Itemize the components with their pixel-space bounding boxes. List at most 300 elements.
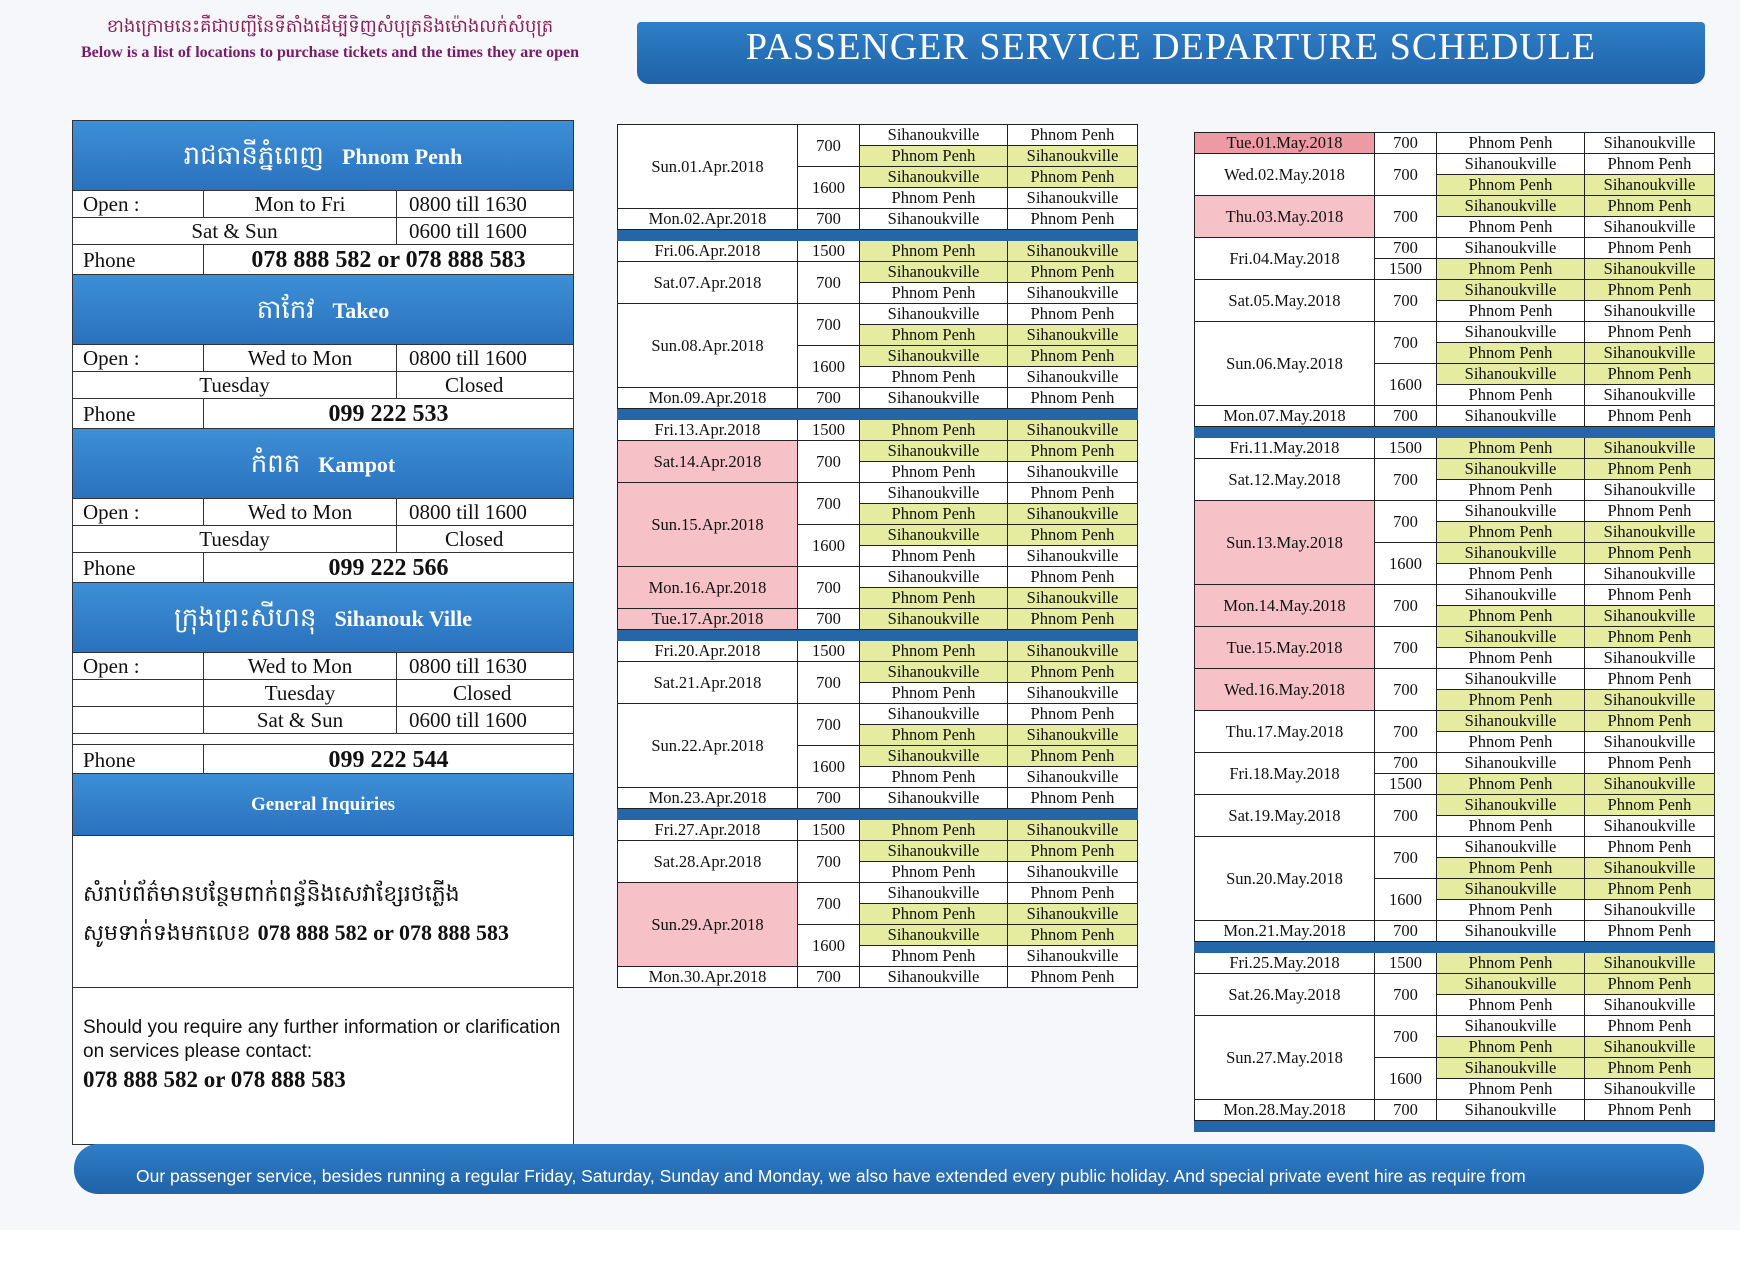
schedule-row [618, 262, 1138, 283]
open-days: Wed to Mon [204, 653, 397, 679]
origin-station: Phnom Penh [860, 504, 1008, 525]
destination-station: Sihanoukville [1008, 546, 1138, 567]
destination-station: Sihanoukville [1585, 1037, 1715, 1058]
origin-station: Phnom Penh [1437, 480, 1585, 501]
blank-cell [73, 680, 204, 706]
departure-time: 700 [798, 662, 860, 704]
departure-time: 700 [1375, 406, 1437, 427]
departure-date: Mon.14.May.2018 [1195, 585, 1375, 627]
schedule-row [1195, 1016, 1715, 1037]
destination-station: Phnom Penh [1008, 441, 1138, 462]
destination-station: Phnom Penh [1585, 974, 1715, 995]
origin-station: Sihanoukville [860, 567, 1008, 588]
destination-station: Sihanoukville [1008, 504, 1138, 525]
destination-station: Sihanoukville [1585, 522, 1715, 543]
week-separator [1195, 427, 1715, 438]
office-header-takeo [73, 275, 573, 345]
departure-date: Sun.01.Apr.2018 [618, 125, 798, 209]
origin-station: Phnom Penh [1437, 564, 1585, 585]
open-days: Wed to Mon [204, 499, 397, 525]
departure-date: Tue.15.May.2018 [1195, 627, 1375, 669]
destination-station: Phnom Penh [1008, 788, 1138, 809]
inquiry-phone: 078 888 582 or 078 888 583 [83, 1067, 346, 1092]
schedule-row [618, 662, 1138, 683]
schedule-row [618, 704, 1138, 725]
destination-station: Phnom Penh [1585, 238, 1715, 259]
phone-label: Phone [73, 399, 204, 428]
departure-time: 1600 [798, 525, 860, 567]
departure-time: 1600 [798, 925, 860, 967]
departure-date: Sat.14.Apr.2018 [618, 441, 798, 483]
destination-station: Sihanoukville [1585, 1079, 1715, 1100]
departure-time: 700 [1375, 921, 1437, 942]
origin-station: Phnom Penh [860, 641, 1008, 662]
departure-time: 700 [1375, 711, 1437, 753]
office-hours-row [73, 372, 573, 399]
origin-station: Sihanoukville [1437, 280, 1585, 301]
departure-date: Sat.07.Apr.2018 [618, 262, 798, 304]
destination-station: Phnom Penh [1585, 879, 1715, 900]
origin-station: Phnom Penh [860, 725, 1008, 746]
open-days: Tuesday [73, 526, 397, 552]
destination-station: Sihanoukville [1585, 690, 1715, 711]
departure-date: Fri.13.Apr.2018 [618, 420, 798, 441]
departure-time: 700 [1375, 501, 1437, 543]
departure-date: Fri.27.Apr.2018 [618, 820, 798, 841]
origin-station: Sihanoukville [860, 967, 1008, 988]
schedule-row [618, 841, 1138, 862]
departure-date: Sun.27.May.2018 [1195, 1016, 1375, 1100]
open-hours: Closed [445, 373, 504, 397]
departure-date: Sun.15.Apr.2018 [618, 483, 798, 567]
departure-time: 1600 [1375, 543, 1437, 585]
origin-station: Phnom Penh [860, 862, 1008, 883]
destination-station: Phnom Penh [1008, 967, 1138, 988]
origin-station: Phnom Penh [1437, 1079, 1585, 1100]
destination-station: Phnom Penh [1008, 125, 1138, 146]
schedule-row [1195, 974, 1715, 995]
open-hours: 0600 till 1600 [409, 708, 527, 732]
departure-date: Sat.19.May.2018 [1195, 795, 1375, 837]
destination-station: Phnom Penh [1008, 346, 1138, 367]
office-hours-row [73, 499, 573, 526]
origin-station: Phnom Penh [1437, 385, 1585, 406]
blank-cell [73, 707, 204, 733]
open-days: Wed to Mon [204, 345, 397, 371]
destination-station: Sihanoukville [1008, 862, 1138, 883]
departure-time: 700 [798, 304, 860, 346]
office-name: Kampot [318, 452, 396, 477]
destination-station: Phnom Penh [1585, 669, 1715, 690]
destination-station: Sihanoukville [1008, 325, 1138, 346]
origin-station: Phnom Penh [1437, 816, 1585, 837]
origin-station: Sihanoukville [1437, 322, 1585, 343]
office-hours-row [73, 191, 573, 218]
departure-time: 700 [1375, 459, 1437, 501]
schedule-row [618, 967, 1138, 988]
destination-station: Phnom Penh [1008, 304, 1138, 325]
departure-date: Sun.08.Apr.2018 [618, 304, 798, 388]
destination-station: Phnom Penh [1585, 837, 1715, 858]
departure-time: 700 [798, 967, 860, 988]
schedule-row [1195, 238, 1715, 259]
schedule-row [1195, 837, 1715, 858]
departure-time: 1600 [1375, 364, 1437, 406]
week-separator [1195, 942, 1715, 953]
origin-station: Phnom Penh [1437, 259, 1585, 280]
schedule-row [618, 567, 1138, 588]
departure-date: Thu.03.May.2018 [1195, 196, 1375, 238]
destination-station: Phnom Penh [1585, 280, 1715, 301]
departure-date: Mon.28.May.2018 [1195, 1100, 1375, 1121]
departure-time: 1500 [798, 641, 860, 662]
destination-station: Phnom Penh [1008, 525, 1138, 546]
week-separator [618, 630, 1138, 641]
schedule-row [1195, 669, 1715, 690]
schedule-row [618, 304, 1138, 325]
departure-date: Tue.17.Apr.2018 [618, 609, 798, 630]
origin-station: Sihanoukville [860, 125, 1008, 146]
departure-date: Sun.22.Apr.2018 [618, 704, 798, 788]
destination-station: Phnom Penh [1008, 262, 1138, 283]
departure-date: Sat.21.Apr.2018 [618, 662, 798, 704]
destination-station: Sihanoukville [1585, 301, 1715, 322]
schedule-row [1195, 711, 1715, 732]
origin-station: Sihanoukville [1437, 711, 1585, 732]
origin-station: Phnom Penh [1437, 133, 1585, 154]
schedule-row [1195, 585, 1715, 606]
departure-time: 1500 [798, 420, 860, 441]
destination-station: Sihanoukville [1008, 904, 1138, 925]
departure-date: Fri.18.May.2018 [1195, 753, 1375, 795]
open-hours: 0600 till 1600 [409, 219, 527, 243]
open-hours: 0800 till 1630 [409, 192, 527, 216]
departure-time: 700 [798, 262, 860, 304]
office-phone-row [73, 553, 573, 583]
schedule-row [1195, 133, 1715, 154]
office-hours-row [73, 653, 573, 680]
departure-date: Fri.11.May.2018 [1195, 438, 1375, 459]
destination-station: Phnom Penh [1585, 711, 1715, 732]
departure-time: 700 [1375, 1100, 1437, 1121]
open-hours: Closed [445, 527, 504, 551]
departure-time: 1500 [1375, 774, 1437, 795]
departure-time: 700 [1375, 585, 1437, 627]
schedule-row [1195, 196, 1715, 217]
departure-time: 700 [1375, 669, 1437, 711]
office-header-phnom-penh [73, 121, 573, 191]
destination-station: Phnom Penh [1585, 154, 1715, 175]
week-separator-bar [618, 809, 1138, 820]
office-hours-row [73, 526, 573, 553]
schedule-row [1195, 501, 1715, 522]
departure-time: 700 [798, 788, 860, 809]
office-name: Takeo [332, 298, 390, 323]
origin-station: Sihanoukville [1437, 1100, 1585, 1121]
departure-time: 700 [1375, 627, 1437, 669]
origin-station: Phnom Penh [1437, 900, 1585, 921]
origin-station: Sihanoukville [860, 746, 1008, 767]
schedule-row [1195, 795, 1715, 816]
departure-time: 700 [1375, 133, 1437, 154]
departure-time: 700 [1375, 795, 1437, 837]
origin-station: Phnom Penh [1437, 858, 1585, 879]
schedule-row [618, 125, 1138, 146]
destination-station: Sihanoukville [1008, 946, 1138, 967]
week-separator-bar [1195, 942, 1715, 953]
khmer-contact-phone: 078 888 582 or 078 888 583 [257, 920, 509, 945]
intro-english: Below is a list of locations to purchase tickets and the times they are open [80, 44, 580, 61]
office-phone-row [73, 399, 573, 429]
destination-station: Phnom Penh [1585, 921, 1715, 942]
departure-time: 1600 [798, 167, 860, 209]
office-phone-row [73, 245, 573, 275]
week-separator [618, 409, 1138, 420]
origin-station: Phnom Penh [860, 588, 1008, 609]
origin-station: Sihanoukville [1437, 753, 1585, 774]
departure-time: 700 [1375, 154, 1437, 196]
week-separator-bar [618, 630, 1138, 641]
departure-time: 700 [798, 609, 860, 630]
departure-time: 700 [1375, 196, 1437, 238]
origin-station: Phnom Penh [860, 420, 1008, 441]
destination-station: Sihanoukville [1008, 146, 1138, 167]
departure-date: Fri.06.Apr.2018 [618, 241, 798, 262]
origin-station: Sihanoukville [860, 262, 1008, 283]
departure-time: 700 [798, 388, 860, 409]
destination-station: Sihanoukville [1585, 133, 1715, 154]
departure-date: Wed.02.May.2018 [1195, 154, 1375, 196]
origin-station: Sihanoukville [860, 304, 1008, 325]
destination-station: Sihanoukville [1585, 648, 1715, 669]
departure-time: 700 [1375, 280, 1437, 322]
origin-station: Sihanoukville [1437, 364, 1585, 385]
departure-time: 1600 [1375, 1058, 1437, 1100]
origin-station: Phnom Penh [860, 146, 1008, 167]
open-days: Mon to Fri [204, 191, 397, 217]
open-days: Sat & Sun [73, 218, 397, 244]
destination-station: Sihanoukville [1008, 462, 1138, 483]
origin-station: Phnom Penh [1437, 690, 1585, 711]
departure-time: 1500 [1375, 259, 1437, 280]
destination-station: Sihanoukville [1008, 641, 1138, 662]
origin-station: Phnom Penh [860, 462, 1008, 483]
origin-station: Phnom Penh [1437, 995, 1585, 1016]
open-hours: 0800 till 1600 [409, 500, 527, 524]
departure-time: 700 [798, 209, 860, 230]
origin-station: Sihanoukville [860, 788, 1008, 809]
open-days: Sat & Sun [204, 707, 397, 733]
destination-station: Phnom Penh [1008, 746, 1138, 767]
origin-station: Sihanoukville [860, 167, 1008, 188]
week-separator-bar [618, 409, 1138, 420]
departure-time: 700 [798, 441, 860, 483]
week-separator [618, 230, 1138, 241]
origin-station: Phnom Penh [1437, 301, 1585, 322]
office-name-khmer: តាកែវ [256, 295, 315, 325]
origin-station: Sihanoukville [860, 662, 1008, 683]
phone-number: 078 888 582 or 078 888 583 [251, 247, 526, 273]
open-days: Tuesday [73, 372, 397, 398]
office-hours-row [73, 707, 573, 734]
departure-date: Tue.01.May.2018 [1195, 133, 1375, 154]
destination-station: Phnom Penh [1585, 753, 1715, 774]
destination-station: Sihanoukville [1585, 480, 1715, 501]
week-separator-bar [1195, 1121, 1715, 1132]
origin-station: Sihanoukville [1437, 1016, 1585, 1037]
office-name-khmer: រាជធានីភ្នំពេញ [183, 141, 324, 171]
phone-number: 099 222 544 [328, 747, 449, 773]
destination-station: Phnom Penh [1008, 567, 1138, 588]
ticket-offices-panel [72, 120, 574, 1145]
destination-station: Sihanoukville [1008, 767, 1138, 788]
khmer-line-contact [83, 914, 561, 953]
page-title: PASSENGER SERVICE DEPARTURE SCHEDULE [637, 22, 1705, 84]
departure-time: 700 [1375, 322, 1437, 364]
destination-station: Phnom Penh [1585, 1100, 1715, 1121]
destination-station: Phnom Penh [1585, 1058, 1715, 1079]
schedule-row [618, 820, 1138, 841]
origin-station: Sihanoukville [860, 483, 1008, 504]
open-label: Open : [73, 345, 204, 371]
khmer-contact-text: សូមទាក់ទងមកលេខ [83, 921, 251, 946]
origin-station: Sihanoukville [860, 883, 1008, 904]
origin-station: Sihanoukville [860, 346, 1008, 367]
departure-date: Mon.23.Apr.2018 [618, 788, 798, 809]
schedule-row [1195, 406, 1715, 427]
origin-station: Phnom Penh [1437, 732, 1585, 753]
origin-station: Sihanoukville [1437, 837, 1585, 858]
khmer-line: សំរាប់ព័ត៌មានបន្ថែមពាក់ពន្ធ័និងសេវាខ្សែរថភ្លើង [83, 882, 460, 907]
departure-time: 700 [798, 841, 860, 883]
departure-date: Sun.20.May.2018 [1195, 837, 1375, 921]
office-phone-row [73, 744, 573, 774]
departure-date: Sat.05.May.2018 [1195, 280, 1375, 322]
destination-station: Phnom Penh [1585, 501, 1715, 522]
general-inquiries-english [73, 988, 573, 1144]
destination-station: Sihanoukville [1585, 995, 1715, 1016]
schedule-row [1195, 154, 1715, 175]
schedule-row [618, 883, 1138, 904]
departure-date: Mon.02.Apr.2018 [618, 209, 798, 230]
origin-station: Sihanoukville [860, 841, 1008, 862]
departure-time: 700 [798, 125, 860, 167]
departure-date: Fri.04.May.2018 [1195, 238, 1375, 280]
destination-station: Phnom Penh [1008, 609, 1138, 630]
origin-station: Phnom Penh [860, 820, 1008, 841]
destination-station: Phnom Penh [1585, 1016, 1715, 1037]
destination-station: Phnom Penh [1585, 364, 1715, 385]
origin-station: Phnom Penh [860, 325, 1008, 346]
origin-station: Sihanoukville [1437, 921, 1585, 942]
destination-station: Phnom Penh [1585, 795, 1715, 816]
schedule-row [618, 788, 1138, 809]
destination-station: Phnom Penh [1008, 483, 1138, 504]
departure-date: Sat.12.May.2018 [1195, 459, 1375, 501]
origin-station: Sihanoukville [1437, 196, 1585, 217]
departure-time: 700 [1375, 1016, 1437, 1058]
destination-station: Sihanoukville [1008, 588, 1138, 609]
departure-time: 1500 [798, 820, 860, 841]
schedule-row [1195, 322, 1715, 343]
office-name-khmer: ក្រុងព្រះសីហនុ [173, 603, 317, 633]
destination-station: Sihanoukville [1008, 188, 1138, 209]
open-label: Open : [73, 653, 204, 679]
origin-station: Sihanoukville [1437, 879, 1585, 900]
destination-station: Phnom Penh [1585, 585, 1715, 606]
footer-banner: Our passenger service, besides running a regular Friday, Saturday, Sunday and Monday, we also have extended every public holiday. And special private event hire as require from [74, 1144, 1704, 1194]
origin-station: Phnom Penh [860, 767, 1008, 788]
origin-station: Sihanoukville [1437, 501, 1585, 522]
origin-station: Sihanoukville [1437, 543, 1585, 564]
origin-station: Sihanoukville [1437, 669, 1585, 690]
general-inquiries-header: General Inquiries [73, 774, 573, 836]
destination-station: Sihanoukville [1585, 606, 1715, 627]
origin-station: Phnom Penh [860, 546, 1008, 567]
origin-station: Sihanoukville [1437, 1058, 1585, 1079]
week-separator-bar [1195, 427, 1715, 438]
origin-station: Phnom Penh [1437, 953, 1585, 974]
destination-station: Phnom Penh [1008, 167, 1138, 188]
open-label: Open : [73, 499, 204, 525]
open-days: Tuesday [204, 680, 397, 706]
schedule-row [1195, 753, 1715, 774]
origin-station: Sihanoukville [1437, 406, 1585, 427]
destination-station: Sihanoukville [1585, 774, 1715, 795]
departure-date: Sat.28.Apr.2018 [618, 841, 798, 883]
schedule-row [1195, 953, 1715, 974]
departure-date: Sat.26.May.2018 [1195, 974, 1375, 1016]
origin-station: Phnom Penh [860, 946, 1008, 967]
destination-station: Phnom Penh [1585, 459, 1715, 480]
schedule-row [618, 441, 1138, 462]
origin-station: Phnom Penh [1437, 522, 1585, 543]
departure-time: 1600 [1375, 879, 1437, 921]
destination-station: Sihanoukville [1585, 385, 1715, 406]
origin-station: Sihanoukville [1437, 459, 1585, 480]
office-name: Sihanouk Ville [334, 606, 473, 631]
origin-station: Phnom Penh [1437, 774, 1585, 795]
origin-station: Sihanoukville [860, 209, 1008, 230]
destination-station: Sihanoukville [1008, 420, 1138, 441]
origin-station: Phnom Penh [1437, 343, 1585, 364]
inquiry-text: Should you require any further information or clarification on services please contact: [83, 1017, 561, 1062]
week-separator [618, 809, 1138, 820]
departure-time: 700 [1375, 974, 1437, 1016]
destination-station: Phnom Penh [1008, 841, 1138, 862]
destination-station: Phnom Penh [1585, 196, 1715, 217]
schedule-row [618, 209, 1138, 230]
destination-station: Sihanoukville [1008, 725, 1138, 746]
origin-station: Phnom Penh [1437, 217, 1585, 238]
destination-station: Sihanoukville [1585, 732, 1715, 753]
destination-station: Phnom Penh [1585, 406, 1715, 427]
phone-number: 099 222 566 [328, 555, 449, 581]
office-hours-row [73, 218, 573, 245]
destination-station: Sihanoukville [1008, 241, 1138, 262]
departure-date: Fri.25.May.2018 [1195, 953, 1375, 974]
schedule-row [618, 641, 1138, 662]
origin-station: Phnom Penh [860, 188, 1008, 209]
destination-station: Phnom Penh [1585, 543, 1715, 564]
departure-time: 700 [798, 704, 860, 746]
origin-station: Sihanoukville [1437, 974, 1585, 995]
office-hours-row [73, 345, 573, 372]
departure-time: 700 [1375, 753, 1437, 774]
open-hours: 0800 till 1600 [409, 346, 527, 370]
departure-time: 700 [798, 567, 860, 609]
destination-station: Sihanoukville [1585, 175, 1715, 196]
